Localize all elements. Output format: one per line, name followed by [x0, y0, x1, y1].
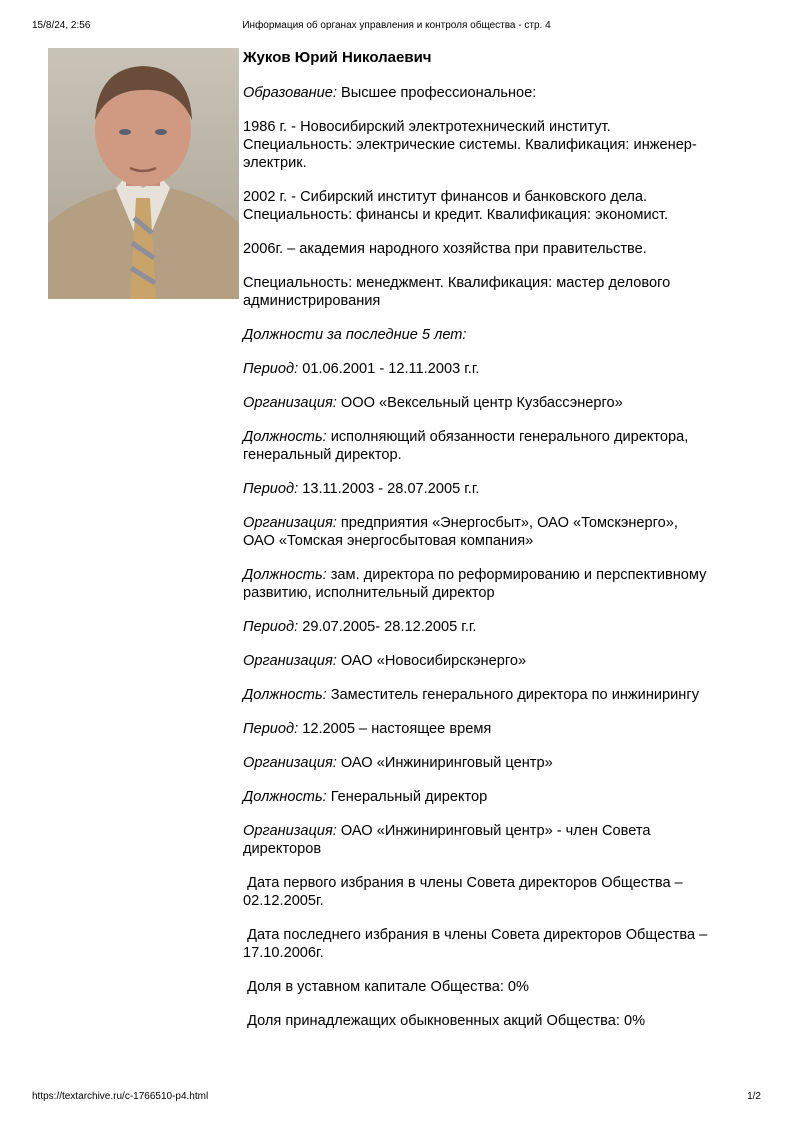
organization-label: Организация:: [243, 653, 337, 669]
job-organization: [243, 514, 713, 550]
job-period: [243, 720, 713, 738]
position-label: Должность:: [243, 789, 327, 805]
print-doc-title: Информация об органах управления и контроля общества - стр. 4: [242, 20, 551, 31]
education-entry-4: Специальность: менеджмент. Квалификация: мастер делового администрирования: [243, 275, 671, 309]
organization-label: Организация:: [243, 755, 337, 771]
print-footer: [32, 1091, 761, 1105]
print-datetime: 15/8/24, 2:56: [32, 20, 91, 31]
job-position: [243, 428, 713, 464]
education-entry-2: 2002 г. - Сибирский институт финансов и банковского дела. Специальность: финансы и кредит. Квалификация: экономист.: [243, 189, 669, 223]
period-value: 12.2005 – настоящее время: [298, 721, 492, 737]
bio-content: [243, 48, 713, 1046]
job-period: [243, 480, 713, 498]
organization-label: Организация:: [243, 395, 337, 411]
position-value: Генеральный директор: [326, 789, 488, 805]
organization-label: Организация:: [243, 515, 337, 531]
education-label: Образование:: [243, 85, 337, 101]
education-entry-3: 2006г. – академия народного хозяйства при правительстве.: [243, 241, 647, 257]
job-period: [243, 360, 713, 378]
organization-label: Организация:: [243, 823, 337, 839]
job-position: [243, 686, 713, 704]
board-organization: [243, 822, 713, 858]
organization-value: ОАО «Инжиниринговый центр»: [336, 755, 553, 771]
job-organization: [243, 652, 713, 670]
organization-value: ОАО «Новосибирскэнерго»: [336, 653, 527, 669]
period-label: Период:: [243, 619, 299, 635]
position-label: Должность:: [243, 687, 327, 703]
position-value: исполняющий обязанности генерального директора, генеральный директор.: [243, 429, 689, 463]
organization-value: ООО «Вексельный центр Кузбассэнерго»: [336, 395, 623, 411]
print-url: https://textarchive.ru/c-1766510-p4.html: [32, 1091, 209, 1102]
last-elected-date: Дата последнего избрания в члены Совета директоров Общества – 17.10.2006г.: [243, 927, 712, 961]
period-label: Период:: [243, 361, 299, 377]
positions-heading: Должности за последние 5 лет:: [243, 327, 467, 343]
organization-value: ОАО «Инжиниринговый центр» - член Совета директоров: [243, 823, 651, 857]
organization-value: предприятия «Энергосбыт», ОАО «Томскэнерго», ОАО «Томская энергосбытовая компания»: [243, 515, 678, 549]
job-period: [243, 618, 713, 636]
person-name: Жуков Юрий Николаевич: [243, 49, 432, 66]
education-entry-1: 1986 г. - Новосибирский электротехнический институт. Специальность: электрические системы. Квалификация: инженер-электрик.: [243, 119, 697, 171]
job-organization: [243, 754, 713, 772]
period-value: 13.11.2003 - 28.07.2005 г.г.: [298, 481, 480, 497]
first-elected-date: Дата первого избрания в члены Совета директоров Общества – 02.12.2005г.: [243, 875, 687, 909]
job-position: [243, 566, 713, 602]
position-label: Должность:: [243, 429, 327, 445]
position-value: зам. директора по реформированию и перспективному развитию, исполнительный директор: [243, 567, 707, 601]
period-value: 01.06.2001 - 12.11.2003 г.г.: [298, 361, 480, 377]
period-label: Период:: [243, 721, 299, 737]
position-value: Заместитель генерального директора по инжинирингу: [326, 687, 699, 703]
education-value: Высшее профессиональное:: [336, 85, 537, 101]
page-number: 1/2: [747, 1091, 761, 1102]
ordinary-shares: Доля принадлежащих обыкновенных акций Общества: 0%: [243, 1013, 646, 1029]
position-label: Должность:: [243, 567, 327, 583]
period-value: 29.07.2005- 28.12.2005 г.г.: [298, 619, 477, 635]
education-line: [243, 84, 713, 102]
job-organization: [243, 394, 713, 412]
print-header: [32, 20, 761, 34]
job-position: [243, 788, 713, 806]
period-label: Период:: [243, 481, 299, 497]
portrait-photo: [48, 48, 239, 299]
share-capital: Доля в уставном капитале Общества: 0%: [243, 979, 530, 995]
